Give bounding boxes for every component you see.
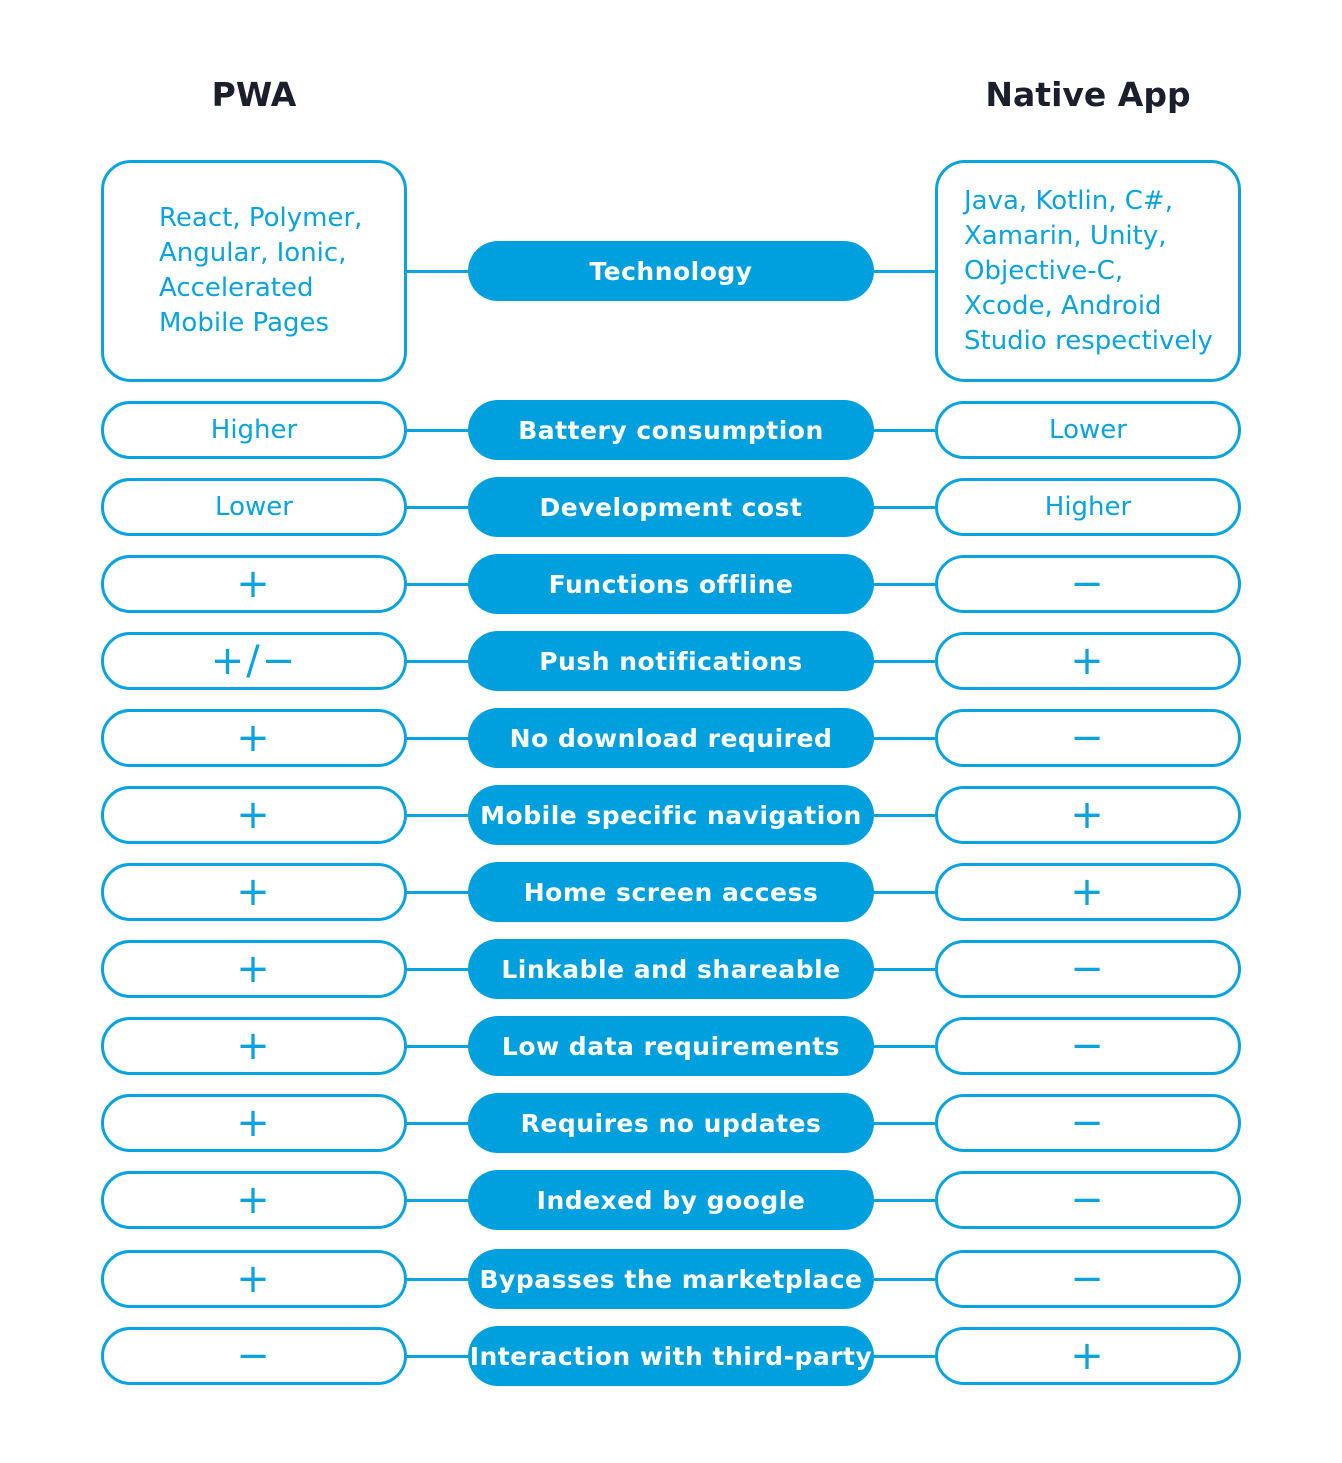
pwa-value [101,709,407,767]
pwa-value [101,1250,407,1308]
pwa-value [101,478,407,536]
pwa-value [101,1327,407,1385]
native-value [935,786,1241,844]
pwa-value [101,940,407,998]
plus-minus-icon: + [1070,869,1106,915]
comparison-row [0,940,1342,998]
native-value-text: Higher [1044,492,1132,522]
comparison-row [0,1017,1342,1075]
comparison-row [0,555,1342,613]
pwa-header: PWA [211,75,297,114]
feature-label: Mobile specific navigation [468,785,874,845]
comparison-row [0,863,1342,921]
native-tech-line: Xamarin, Unity, [964,220,1167,251]
technology-row [0,160,1342,382]
feature-label: Battery consumption [468,400,874,460]
native-value [935,709,1241,767]
feature-label: Home screen access [468,862,874,922]
plus-minus-icon: − [1070,1100,1106,1146]
feature-label: Development cost [468,477,874,537]
pwa-value-text: Higher [210,415,298,445]
plus-minus-icon: − [1070,1023,1106,1069]
plus-minus-icon: − [236,1333,272,1379]
native-value [935,940,1241,998]
pwa-tech-line: Angular, Ionic, [159,238,347,268]
plus-minus-icon: − [1070,1256,1106,1302]
plus-minus-icon: + [1070,638,1106,684]
plus-minus-icon: + [236,1256,272,1302]
native-tech-line: Java, Kotlin, C#, [964,185,1173,216]
pwa-value-text: Lower [215,492,293,522]
plus-minus-icon: − [1070,715,1106,761]
plus-minus-icon: + [236,1177,272,1223]
comparison-row [0,632,1342,690]
feature-label: No download required [468,708,874,768]
plus-minus-icon: + [1070,1333,1106,1379]
pwa-technology-box [101,160,407,382]
native-tech-line: Objective-C, [964,255,1124,286]
native-value [935,1017,1241,1075]
comparison-row [0,1327,1342,1385]
feature-label: Linkable and shareable [468,939,874,999]
pwa-value [101,1017,407,1075]
feature-label: Low data requirements [468,1016,874,1076]
comparison-row [0,401,1342,459]
plus-minus-icon: − [1070,561,1106,607]
pwa-value [101,786,407,844]
pwa-value [101,1171,407,1229]
native-value-text: Lower [1049,415,1127,445]
native-value [935,401,1241,459]
native-value [935,632,1241,690]
pwa-value [101,401,407,459]
plus-minus-icon: + [236,715,272,761]
native-value [935,1094,1241,1152]
feature-label: Indexed by google [468,1170,874,1230]
pwa-value [101,555,407,613]
plus-minus-icon: + [236,1023,272,1069]
comparison-row [0,1094,1342,1152]
comparison-row [0,1171,1342,1229]
plus-minus-icon: − [1070,1177,1106,1223]
native-value [935,1171,1241,1229]
comparison-row [0,478,1342,536]
pwa-value [101,1094,407,1152]
plus-minus-icon: + [236,946,272,992]
native-value [935,478,1241,536]
comparison-row [0,786,1342,844]
pwa-value [101,863,407,921]
plus-minus-icon: + [236,1100,272,1146]
pwa-tech-line: Accelerated [159,273,314,303]
technology-label: Technology [468,241,874,301]
native-value [935,1327,1241,1385]
plus-minus-icon: + [1070,792,1106,838]
pwa-value [101,632,407,690]
plus-minus-icon: + [236,869,272,915]
feature-label: Requires no updates [468,1093,874,1153]
native-tech-line: Studio respectively [964,325,1213,356]
plus-minus-icon: +/− [210,638,298,684]
native-app-header: Native App [985,75,1191,114]
plus-minus-icon: + [236,561,272,607]
pwa-tech-line: Mobile Pages [159,308,330,338]
feature-label: Interaction with third-party [468,1326,874,1386]
comparison-row [0,709,1342,767]
native-technology-box [935,160,1241,382]
feature-label: Functions offline [468,554,874,614]
feature-label: Bypasses the marketplace [468,1249,874,1309]
feature-label: Push notifications [468,631,874,691]
plus-minus-icon: + [236,792,272,838]
native-value [935,863,1241,921]
native-tech-line: Xcode, Android [964,290,1162,321]
comparison-row [0,1250,1342,1308]
native-value [935,1250,1241,1308]
pwa-tech-line: React, Polymer, [159,203,363,233]
native-value [935,555,1241,613]
plus-minus-icon: − [1070,946,1106,992]
